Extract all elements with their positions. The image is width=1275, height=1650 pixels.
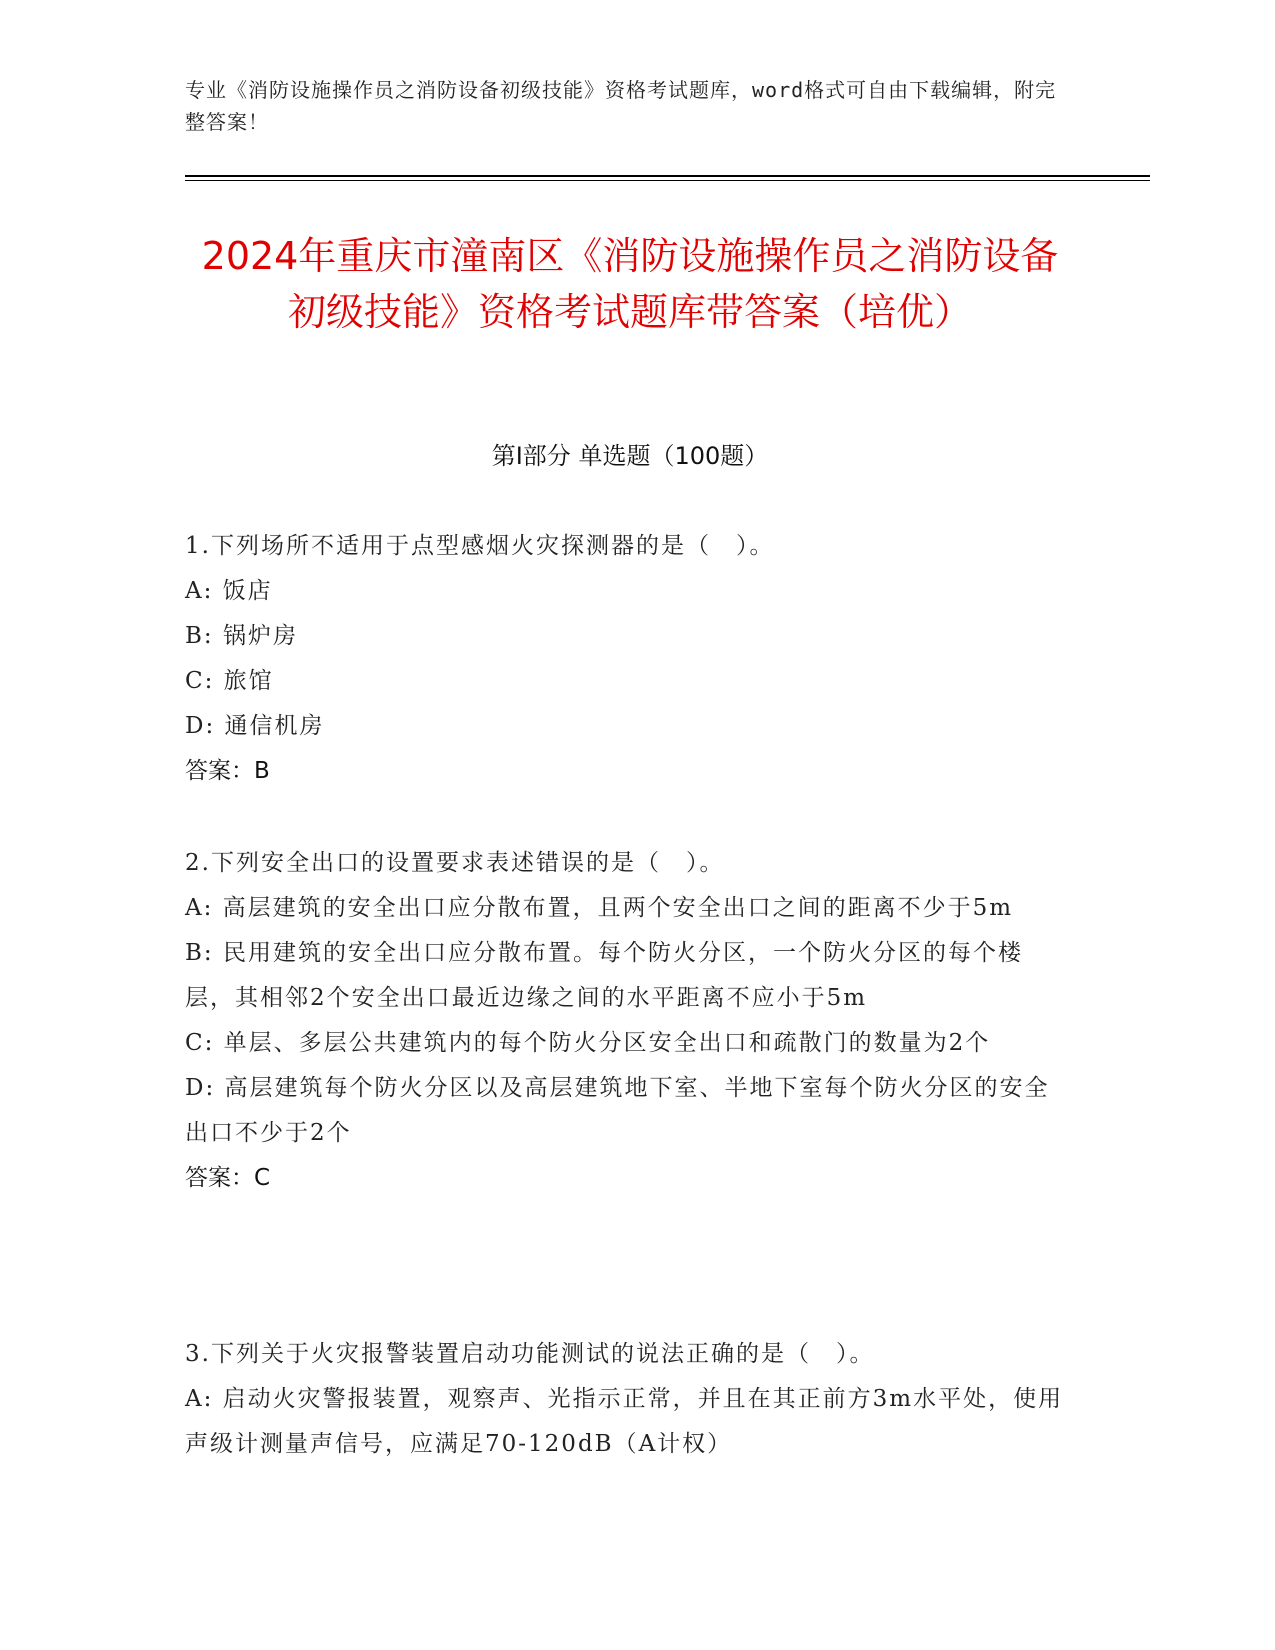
option-d: D: 通信机房 xyxy=(185,713,325,739)
header-divider-thick xyxy=(185,175,1150,177)
answer-line: 答案：C xyxy=(185,1165,271,1191)
option-c: C: 单层、多层公共建筑内的每个防火分区安全出口和疏散门的数量为2个 xyxy=(185,1030,991,1056)
question-stem: 2.下列安全出口的设置要求表述错误的是（ ）。 xyxy=(185,850,725,876)
option-b: B: 锅炉房 xyxy=(185,623,298,649)
option-a: A: 饭店 xyxy=(185,578,273,604)
option-c: C: 旅馆 xyxy=(185,668,274,694)
header-note: 专业《消防设施操作员之消防设备初级技能》资格考试题库，word格式可自由下载编辑，附完整答案！ xyxy=(185,78,1057,134)
question-2 xyxy=(185,841,1065,1201)
header-divider-thin xyxy=(185,180,1150,181)
option-b: B: 民用建筑的安全出口应分散布置。每个防火分区，一个防火分区的每个楼层，其相邻2个安全出口最近边缘之间的水平距离不应小于5m xyxy=(185,940,1023,1011)
answer-line: 答案：B xyxy=(185,758,270,784)
question-3 xyxy=(185,1332,1065,1467)
question-stem: 3.下列关于火灾报警装置启动功能测试的说法正确的是（ ）。 xyxy=(185,1341,875,1367)
option-a: A: 高层建筑的安全出口应分散布置，且两个安全出口之间的距离不少于5m xyxy=(185,895,1014,921)
question-stem: 1.下列场所不适用于点型感烟火灾探测器的是（ ）。 xyxy=(185,533,775,559)
option-a: A: 启动火灾警报装置，观察声、光指示正常，并且在其正前方3m水平处，使用声级计测量声信号，应满足70-120dB（A计权） xyxy=(185,1386,1064,1457)
option-d: D: 高层建筑每个防火分区以及高层建筑地下室、半地下室每个防火分区的安全出口不少于2个 xyxy=(185,1075,1050,1146)
document-title: 2024年重庆市潼南区《消防设施操作员之消防设备初级技能》资格考试题库带答案（培优） xyxy=(201,234,1059,334)
section-heading: 第I部分 单选题（100题） xyxy=(491,442,769,470)
question-1 xyxy=(185,524,1065,794)
